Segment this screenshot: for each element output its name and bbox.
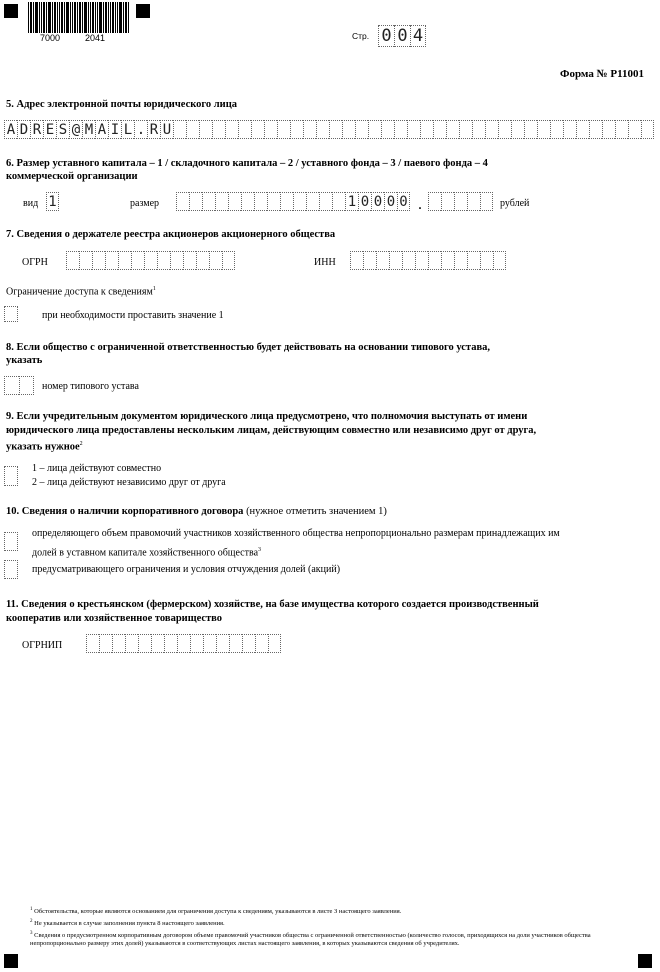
vid-digit: 1 <box>46 192 59 211</box>
cell <box>407 120 420 139</box>
cell <box>376 251 389 270</box>
cell <box>428 192 441 211</box>
cell <box>79 251 92 270</box>
corporate-option-1-line2-text: долей в уставном капитале хозяйственного общества <box>32 547 259 559</box>
capital-kopecks-field[interactable] <box>428 192 493 211</box>
cell <box>467 192 480 211</box>
cell <box>615 120 628 139</box>
cell: A <box>4 120 17 139</box>
cell <box>199 120 212 139</box>
cell <box>125 634 138 653</box>
charter-number-label: номер типового устава <box>42 381 139 392</box>
s9-title-line3-text: указать нужное <box>6 441 80 453</box>
vid-field[interactable] <box>46 192 59 211</box>
cell: M <box>82 120 95 139</box>
corner-marker-bottom-left <box>4 954 18 968</box>
cell <box>641 120 654 139</box>
cell: 0 <box>397 192 410 211</box>
cell <box>228 192 241 211</box>
cell <box>212 120 225 139</box>
currency-label: рублей <box>500 198 530 209</box>
cell <box>368 120 381 139</box>
cell <box>157 251 170 270</box>
capital-size-field[interactable] <box>176 192 410 211</box>
cell: 0 <box>358 192 371 211</box>
cell <box>177 634 190 653</box>
cell <box>183 251 196 270</box>
cell <box>277 120 290 139</box>
cell <box>267 192 280 211</box>
cell <box>454 192 467 211</box>
footnote-1-num: 1 <box>30 907 33 912</box>
s8-title-line2: указать <box>6 355 43 366</box>
s11-title-line2: кооператив или хозяйственное товарищество <box>6 613 223 624</box>
cell <box>402 251 415 270</box>
ogrnip-field[interactable] <box>86 634 281 653</box>
s8-title-line1: 8. Если общество с ограниченной ответственностью будет действовать на основании типового устава, <box>6 342 490 353</box>
inn-label: ИНН <box>314 257 336 268</box>
inn-field[interactable] <box>350 251 506 270</box>
authority-option-1: 1 – лица действуют совместно <box>32 463 162 474</box>
cell <box>389 251 402 270</box>
cell <box>293 192 306 211</box>
corporate-option-2: предусматривающего ограничения и условия отчуждения долей (акций) <box>32 564 341 575</box>
cell <box>550 120 563 139</box>
cell <box>144 251 157 270</box>
cell <box>415 251 428 270</box>
barcode-number-left: 7000 <box>40 33 61 43</box>
cell <box>576 120 589 139</box>
authority-option-2: 2 – лица действуют независимо друг от друга <box>32 477 226 488</box>
cell <box>498 120 511 139</box>
corporate-option-1-line1: определяющего объем правомочий участников хозяйственного общества непропорционально размерам принадлежащих им <box>32 528 560 539</box>
cell <box>290 120 303 139</box>
corporate-option-1-line2 <box>32 544 261 559</box>
cell <box>238 120 251 139</box>
cell <box>493 251 506 270</box>
cell <box>189 192 202 211</box>
cell <box>589 120 602 139</box>
cell <box>241 192 254 211</box>
cell <box>454 251 467 270</box>
cell <box>428 251 441 270</box>
ogrn-field[interactable] <box>66 251 235 270</box>
corner-marker-top-right <box>136 4 150 18</box>
decimal-dot: . <box>418 196 422 213</box>
cell <box>459 120 472 139</box>
cell <box>280 192 293 211</box>
corner-marker-bottom-right <box>638 954 652 968</box>
form-label: Форма № Р11001 <box>560 68 644 80</box>
cell <box>446 120 459 139</box>
cell <box>441 251 454 270</box>
restriction-label <box>6 283 156 298</box>
vid-label: вид <box>23 198 39 209</box>
cell <box>105 251 118 270</box>
authority-mode-checkbox[interactable] <box>4 466 18 486</box>
cell <box>151 634 164 653</box>
page-number-field[interactable] <box>378 25 426 47</box>
cell: R <box>30 120 43 139</box>
corporate-agreement-option1-checkbox[interactable] <box>4 532 18 551</box>
cell <box>381 120 394 139</box>
cell: L <box>121 120 134 139</box>
cell: 0 <box>371 192 384 211</box>
cell <box>472 120 485 139</box>
cell <box>480 192 493 211</box>
page-digit: 4 <box>410 25 426 47</box>
footnote-3-text: Сведения о предусмотренном корпоративным договором объеме правомочий участников общества с ограниченной ответственностью (количество голосов, приходящихся на доли участников общества непропорционально размеру этих долей) указываются в соответствующих листах настоящего заявления, в которых указываются сведения об учредителях. <box>30 932 591 948</box>
cell <box>190 634 203 653</box>
cell <box>164 634 177 653</box>
cell <box>329 120 342 139</box>
email-field[interactable] <box>4 120 654 139</box>
footnote-1 <box>30 906 635 916</box>
cell <box>467 251 480 270</box>
cell <box>215 192 228 211</box>
cell <box>394 120 407 139</box>
cell <box>173 120 186 139</box>
cell: S <box>56 120 69 139</box>
restriction-checkbox[interactable] <box>4 306 18 322</box>
cell <box>216 634 229 653</box>
cell: D <box>17 120 30 139</box>
s10-title-bold: 10. Сведения о наличии корпоративного договора <box>6 506 244 517</box>
restriction-label-sup: 1 <box>152 286 156 292</box>
size-label: размер <box>130 198 160 209</box>
cell: R <box>147 120 160 139</box>
s5-title: 5. Адрес электронной почты юридического лица <box>6 99 238 110</box>
cell <box>176 192 189 211</box>
footnote-3-num: 3 <box>30 931 33 936</box>
cell <box>92 251 105 270</box>
cell <box>420 120 433 139</box>
cell <box>355 120 368 139</box>
s11-title-line1: 11. Сведения о крестьянском (фермерском) хозяйстве, на базе имущества которого создается производственный <box>6 599 539 610</box>
cell: 0 <box>384 192 397 211</box>
cell <box>303 120 316 139</box>
cell <box>441 192 454 211</box>
s6-title-line2: коммерческой организации <box>6 171 138 182</box>
page-label: Стр. <box>352 31 370 41</box>
page-digit: 0 <box>378 25 394 47</box>
cell <box>350 251 363 270</box>
cell <box>203 634 216 653</box>
cell <box>264 120 277 139</box>
restriction-label-text: Ограничение доступа к сведениям <box>6 286 153 298</box>
cell <box>19 376 34 395</box>
cell <box>316 120 329 139</box>
cell <box>306 192 319 211</box>
cell <box>433 120 446 139</box>
s9-title-sup: 2 <box>79 441 83 447</box>
footnote-1-text: Обстоятельства, которые являются основанием для ограничения доступа к сведениям, указываются в листе З настоящего заявления. <box>34 908 402 916</box>
ogrn-label: ОГРН <box>22 257 48 268</box>
corner-marker-top-left <box>4 4 18 18</box>
s6-title-line1: 6. Размер уставного капитала – 1 / складочного капитала – 2 / уставного фонда – 3 / паевого фонда – 4 <box>6 158 488 169</box>
cell: . <box>134 120 147 139</box>
corporate-option-1-sup: 3 <box>258 547 262 553</box>
footnote-2-text: Не указывается в случае заполнения пункта 8 настоящего заявления. <box>34 920 225 928</box>
cell <box>628 120 641 139</box>
cell <box>319 192 332 211</box>
s9-title-line1: 9. Если учредительным документом юридического лица предусмотрено, что полномочия выступать от имени <box>6 411 528 422</box>
restriction-hint: при необходимости проставить значение 1 <box>42 310 224 321</box>
s9-title-line2: юридического лица предоставлены нескольким лицам, действующим совместно или независимо друг от друга, <box>6 425 537 436</box>
barcode <box>28 2 130 33</box>
cell <box>485 120 498 139</box>
s10-title-normal: (нужное отметить значением 1) <box>243 506 387 517</box>
cell <box>363 251 376 270</box>
cell <box>112 634 125 653</box>
cell <box>131 251 144 270</box>
footnote-2 <box>30 918 635 928</box>
cell <box>229 634 242 653</box>
cell <box>202 192 215 211</box>
cell <box>537 120 550 139</box>
cell <box>86 634 99 653</box>
cell <box>66 251 79 270</box>
page-digit: 0 <box>394 25 410 47</box>
cell <box>4 376 19 395</box>
cell: U <box>160 120 173 139</box>
cell <box>196 251 209 270</box>
cell <box>186 120 199 139</box>
cell <box>222 251 235 270</box>
cell: I <box>108 120 121 139</box>
cell <box>251 120 264 139</box>
cell <box>242 634 255 653</box>
barcode-number-right: 2041 <box>85 33 106 43</box>
cell: A <box>95 120 108 139</box>
cell <box>268 634 281 653</box>
charter-number-field[interactable] <box>4 376 34 395</box>
cell <box>332 192 345 211</box>
footnote-3 <box>30 930 635 948</box>
cell: @ <box>69 120 82 139</box>
cell <box>480 251 493 270</box>
cell: 1 <box>345 192 358 211</box>
cell <box>254 192 267 211</box>
cell <box>524 120 537 139</box>
cell <box>511 120 524 139</box>
cell <box>342 120 355 139</box>
corporate-agreement-option2-checkbox[interactable] <box>4 560 18 579</box>
cell <box>118 251 131 270</box>
cell <box>563 120 576 139</box>
cell <box>255 634 268 653</box>
footnote-2-num: 2 <box>30 919 33 924</box>
cell <box>225 120 238 139</box>
s7-title: 7. Сведения о держателе реестра акционеров акционерного общества <box>6 229 336 240</box>
s10-title <box>6 505 387 518</box>
ogrnip-label: ОГРНИП <box>22 640 63 651</box>
cell <box>170 251 183 270</box>
s9-title-line3 <box>6 438 83 454</box>
cell: E <box>43 120 56 139</box>
cell <box>138 634 151 653</box>
cell <box>602 120 615 139</box>
cell <box>209 251 222 270</box>
cell <box>99 634 112 653</box>
